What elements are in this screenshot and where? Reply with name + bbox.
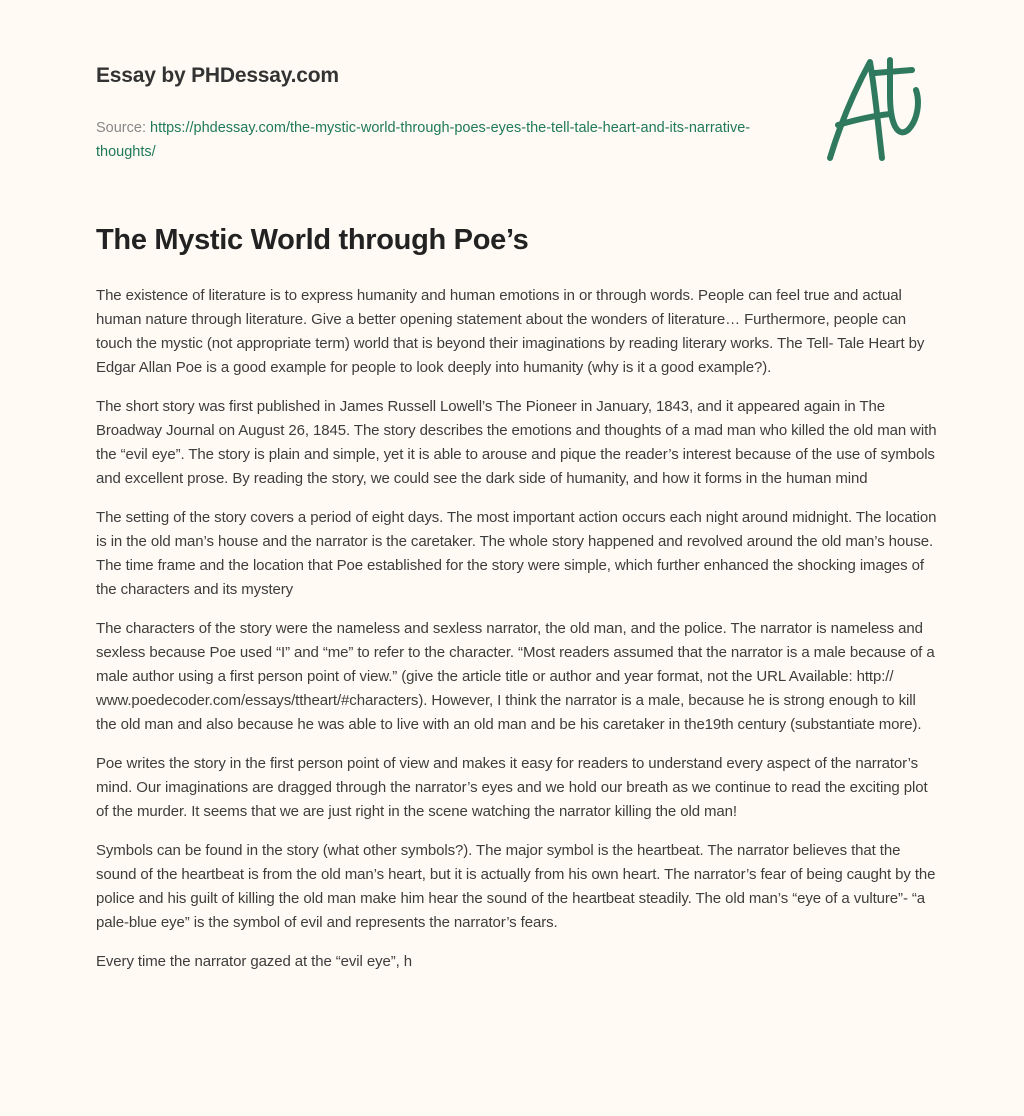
- source-line: [96, 116, 776, 164]
- article-body: [96, 284, 938, 989]
- source-label: Source:: [96, 120, 150, 136]
- a-plus-logo-icon: [820, 40, 930, 165]
- source-link[interactable]: https://phdessay.com/the-mystic-world-through-poes-eyes-the-tell-tale-heart-and-its-narrative-thoughts/: [96, 120, 751, 160]
- header: [96, 64, 776, 164]
- article-title: The Mystic World through Poe’s: [96, 224, 529, 256]
- paragraph: The short story was first published in James Russell Lowell’s The Pioneer in January, 1843, and it appeared again in The Broadway Journal on August 26, 1845. The story describes the emotions and thoughts of a mad man who killed the old man with the “evil eye”. The story is plain and simple, yet it is able to arouse and pique the reader’s interest because of the use of symbols and excellent prose. By reading the story, we could see the dark side of humanity, and how it forms in the human mind: [96, 398, 937, 487]
- paragraph: The existence of literature is to express humanity and human emotions in or through words. People can feel true and actual human nature through literature. Give a better opening statement about the wonders of literature… Furthermore, people can touch the mystic (not appropriate term) world that is beyond their imaginations by reading literary works. The Tell- Tale Heart by Edgar Allan Poe is a good example for people to look deeply into humanity (why is it a good example?).: [96, 287, 925, 376]
- brand-title: Essay by PHDessay.com: [96, 64, 339, 87]
- paragraph: Poe writes the story in the first person point of view and makes it easy for readers to understand every aspect of the narrator’s mind. Our imaginations are dragged through the narrator’s eyes and we hold our breath as we continue to read the exciting plot of the murder. It seems that we are just right in the scene watching the narrator killing the old man!: [96, 755, 928, 820]
- paragraph: Every time the narrator gazed at the “evil eye”, h: [96, 953, 412, 970]
- paragraph: The setting of the story covers a period of eight days. The most important action occurs each night around midnight. The location is in the old man’s house and the narrator is the caretaker. The whole story happened and revolved around the old man’s house. The time frame and the location that Poe established for the story were simple, which further enhanced the shocking images of the characters and its mystery: [96, 509, 937, 598]
- paragraph: The characters of the story were the nameless and sexless narrator, the old man, and the police. The narrator is nameless and sexless because Poe used “I” and “me” to refer to the character. “Most readers assumed that the narrator is a male because of a male author using a first person point of view.” (give the article title or author and year format, not the URL Available: http:// www.poedecoder.com/essays/ttheart/#characters). However, I think the narrator is a male, because he is strong enough to kill the old man and also because he was able to live with an old man and be his caretaker in the19th century (substantiate more).: [96, 620, 935, 733]
- paragraph: Symbols can be found in the story (what other symbols?). The major symbol is the heartbeat. The narrator believes that the sound of the heartbeat is from the old man’s heart, but it is actually from his own heart. The narrator’s fear of being caught by the police and his guilt of killing the old man make him hear the sound of the heartbeat steadily. The old man’s “eye of a vulture”- “a pale-blue eye” is the symbol of evil and represents the narrator’s fears.: [96, 842, 936, 931]
